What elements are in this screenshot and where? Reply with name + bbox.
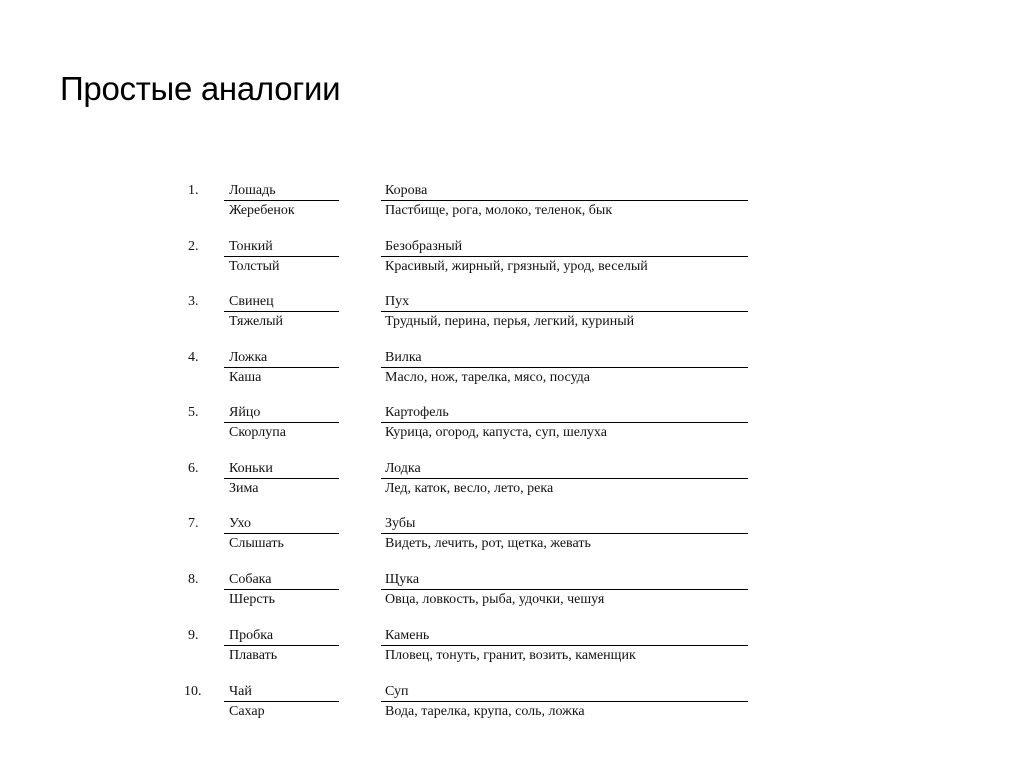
answer-options: Вода, тарелка, крупа, соль, ложка bbox=[385, 703, 585, 719]
answer-options: Красивый, жирный, грязный, урод, веселый bbox=[385, 258, 648, 274]
left-divider bbox=[224, 422, 339, 423]
right-top-word: Корова bbox=[385, 183, 428, 198]
right-top-word: Суп bbox=[385, 683, 409, 699]
analogy-item bbox=[0, 461, 1024, 501]
analogy-item bbox=[0, 239, 1024, 279]
left-divider bbox=[224, 367, 339, 368]
analogy-item bbox=[0, 350, 1024, 390]
item-number: 7. bbox=[188, 516, 199, 531]
right-top-word: Безобразный bbox=[385, 238, 463, 254]
right-divider bbox=[381, 367, 748, 368]
analogy-item bbox=[0, 628, 1024, 668]
left-bottom-word: Слышать bbox=[229, 536, 284, 551]
left-divider bbox=[224, 533, 339, 534]
left-divider bbox=[224, 589, 339, 590]
right-divider bbox=[381, 311, 748, 312]
left-bottom-word: Шерсть bbox=[229, 592, 276, 607]
right-top-word: Щука bbox=[385, 572, 420, 587]
right-divider bbox=[381, 701, 748, 702]
right-divider bbox=[381, 422, 748, 423]
right-top-word: Картофель bbox=[385, 405, 449, 420]
item-number: 6. bbox=[188, 460, 199, 476]
right-top-word: Камень bbox=[385, 628, 430, 643]
answer-options: Пловец, тонуть, гранит, возить, каменщик bbox=[385, 648, 636, 663]
right-divider bbox=[381, 589, 748, 590]
left-top-word: Яйцо bbox=[229, 405, 261, 420]
left-top-word: Собака bbox=[229, 572, 272, 587]
left-bottom-word: Сахар bbox=[229, 703, 265, 719]
answer-options: Овца, ловкость, рыба, удочки, чешуя bbox=[385, 592, 605, 607]
item-number: 5. bbox=[188, 405, 199, 420]
left-divider bbox=[224, 701, 339, 702]
analogy-item bbox=[0, 183, 1024, 223]
left-divider bbox=[224, 645, 339, 646]
right-top-word: Зубы bbox=[385, 516, 416, 531]
analogy-item bbox=[0, 405, 1024, 445]
right-divider bbox=[381, 200, 748, 201]
left-top-word: Тонкий bbox=[229, 238, 273, 254]
left-divider bbox=[224, 200, 339, 201]
right-top-word: Вилка bbox=[385, 349, 422, 365]
analogy-item bbox=[0, 684, 1024, 724]
left-divider bbox=[224, 256, 339, 257]
left-top-word: Пробка bbox=[229, 628, 274, 643]
left-top-word: Ухо bbox=[229, 516, 251, 531]
item-number: 1. bbox=[188, 183, 199, 198]
left-bottom-word: Плавать bbox=[229, 648, 278, 663]
right-divider bbox=[381, 256, 748, 257]
right-top-word: Пух bbox=[385, 294, 410, 309]
item-number: 8. bbox=[188, 572, 199, 587]
answer-options: Масло, нож, тарелка, мясо, посуда bbox=[385, 369, 591, 385]
right-divider bbox=[381, 645, 748, 646]
item-number: 4. bbox=[188, 349, 199, 365]
left-bottom-word: Скорлупа bbox=[229, 425, 286, 440]
left-top-word: Чай bbox=[229, 683, 252, 699]
item-number: 10. bbox=[184, 683, 202, 699]
answer-options: Видеть, лечить, рот, щетка, жевать bbox=[385, 536, 591, 551]
left-bottom-word: Зима bbox=[229, 480, 259, 496]
analogy-item bbox=[0, 572, 1024, 612]
right-divider bbox=[381, 533, 748, 534]
left-divider bbox=[224, 311, 339, 312]
answer-options: Курица, огород, капуста, суп, шелуха bbox=[385, 425, 607, 440]
item-number: 3. bbox=[188, 294, 199, 309]
page-title: Простые аналогии bbox=[60, 70, 341, 107]
left-top-word: Свинец bbox=[229, 294, 274, 309]
left-top-word: Коньки bbox=[229, 460, 273, 476]
answer-options: Трудный, перина, перья, легкий, куриный bbox=[385, 314, 635, 329]
right-top-word: Лодка bbox=[385, 460, 421, 476]
answer-options: Лед, каток, весло, лето, река bbox=[385, 480, 554, 496]
right-divider bbox=[381, 478, 748, 479]
left-bottom-word: Каша bbox=[229, 369, 262, 385]
left-bottom-word: Толстый bbox=[229, 258, 280, 274]
answer-options: Пастбище, рога, молоко, теленок, бык bbox=[385, 203, 613, 218]
left-top-word: Ложка bbox=[229, 349, 268, 365]
left-divider bbox=[224, 478, 339, 479]
item-number: 2. bbox=[188, 238, 199, 254]
left-top-word: Лошадь bbox=[229, 183, 276, 198]
left-bottom-word: Жеребенок bbox=[229, 203, 295, 218]
item-number: 9. bbox=[188, 628, 199, 643]
analogy-item bbox=[0, 294, 1024, 334]
analogy-item bbox=[0, 516, 1024, 556]
left-bottom-word: Тяжелый bbox=[229, 314, 284, 329]
